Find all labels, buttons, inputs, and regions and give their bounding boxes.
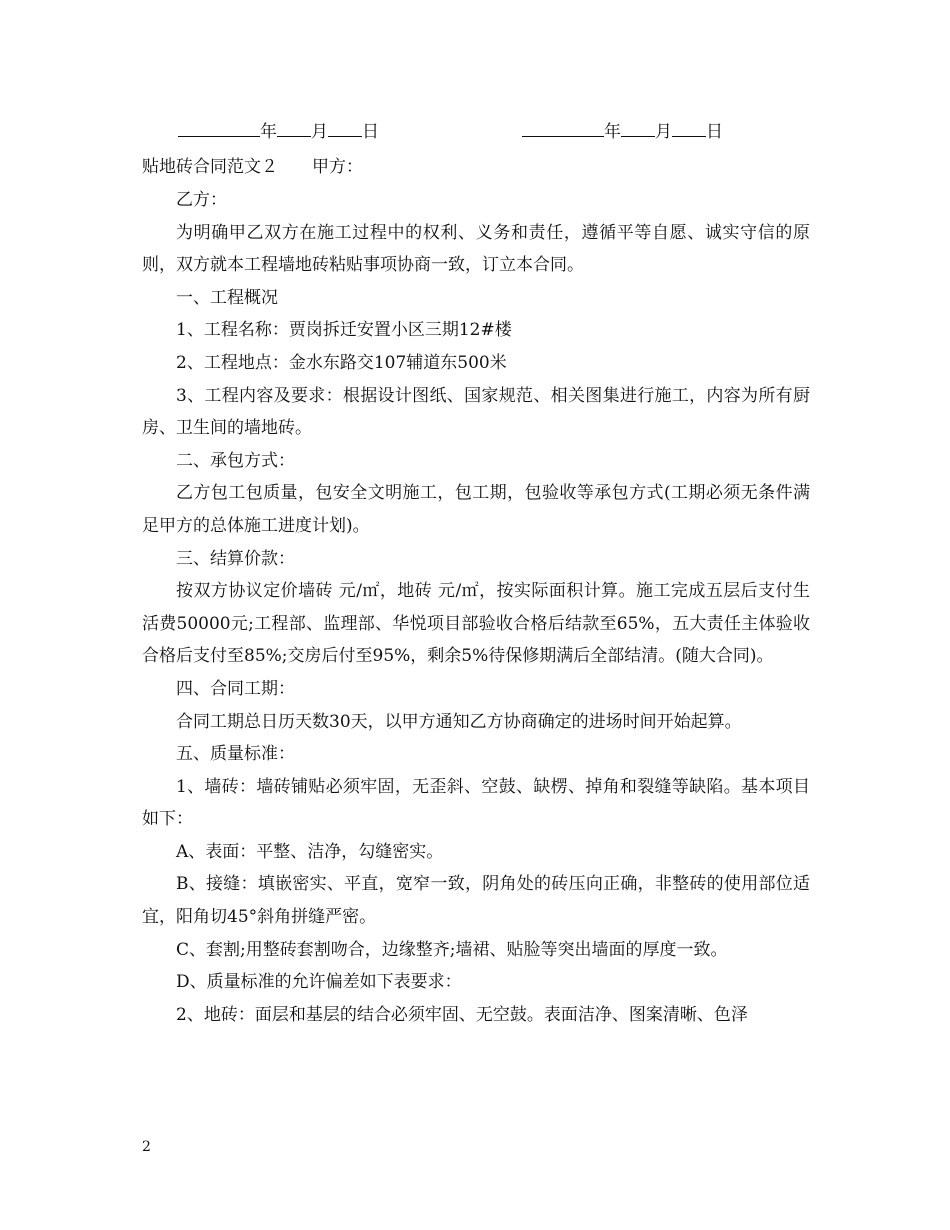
contract-body bbox=[142, 184, 810, 1031]
year-blank bbox=[522, 118, 604, 137]
section-heading-quality: 五、质量标准： bbox=[176, 744, 295, 765]
month-blank bbox=[277, 118, 311, 137]
joint-item: B、接缝：填嵌密实、平直，宽窄一致，阴角处的砖压向正确，非整砖的使用部位适宜，阳角切45°斜角拼缝严密。 bbox=[142, 874, 810, 928]
settlement-paragraph: 按双方协议定价墙砖 元/㎡，地砖 元/㎡，按实际面积计算。施工完成五层后支付生活费50000元;工程部、监理部、华悦项目部验收合格后结款至65%，五大责任主体验收合格后支付至85%;交房后付至95%，剩余5%待保修期满后全部结清。(随大合同)。 bbox=[142, 581, 810, 667]
page-number: 2 bbox=[142, 1139, 151, 1155]
month-blank bbox=[621, 118, 655, 137]
floor-tile-paragraph: 2、地砖：面层和基层的结合必须牢固、无空鼓。表面洁净、图案清晰、色泽 bbox=[176, 1004, 748, 1025]
contract-title: 贴地砖合同范文２ bbox=[142, 157, 278, 177]
signature-date-right bbox=[522, 118, 723, 144]
party-a-label: 甲方： bbox=[312, 157, 363, 177]
wall-tile-paragraph: 1、墙砖：墙砖铺贴必须牢固，无歪斜、空鼓、缺楞、掉角和裂缝等缺陷。基本项目如下： bbox=[142, 776, 810, 830]
day-blank bbox=[672, 118, 706, 137]
intro-paragraph: 为明确甲乙双方在施工过程中的权利、义务和责任，遵循平等自愿、诚实守信的原则，双方就本工程墙地砖粘贴事项协商一致，订立本合同。 bbox=[142, 222, 810, 276]
month-label: 月 bbox=[655, 122, 672, 142]
contract-heading bbox=[142, 155, 363, 179]
cutting-item: C、套割;用整砖套割吻合，边缘整齐;墙裙、贴脸等突出墙面的厚度一致。 bbox=[176, 939, 728, 960]
duration-paragraph: 合同工期总日历天数30天，以甲方通知乙方协商确定的进场时间开始起算。 bbox=[176, 711, 742, 732]
day-label: 日 bbox=[706, 122, 723, 142]
section-heading-settlement: 三、结算价款： bbox=[176, 548, 295, 569]
year-label: 年 bbox=[604, 122, 621, 142]
section-heading-contracting: 二、承包方式： bbox=[176, 450, 295, 471]
day-blank bbox=[328, 118, 362, 137]
surface-item: A、表面：平整、洁净，勾缝密实。 bbox=[176, 841, 444, 862]
contracting-paragraph: 乙方包工包质量，包安全文明施工，包工期，包验收等承包方式(工期必须无条件满足甲方的总体施工进度计划)。 bbox=[142, 483, 810, 536]
party-b-label: 乙方： bbox=[176, 190, 227, 210]
signature-date-left bbox=[178, 118, 379, 144]
project-location: 2、工程地点：金水东路交107辅道东500米 bbox=[176, 352, 507, 373]
section-heading-overview: 一、工程概况 bbox=[176, 287, 278, 308]
section-heading-duration: 四、合同工期： bbox=[176, 678, 295, 699]
project-name: 1、工程名称：贾岗拆迁安置小区三期12#楼 bbox=[176, 320, 512, 341]
project-content: 3、工程内容及要求：根据设计图纸、国家规范、相关图集进行施工，内容为所有厨房、卫生间的墙地砖。 bbox=[142, 385, 810, 439]
tolerance-item: D、质量标准的允许偏差如下表要求： bbox=[176, 972, 462, 993]
day-label: 日 bbox=[362, 122, 379, 142]
year-label: 年 bbox=[260, 122, 277, 142]
month-label: 月 bbox=[311, 122, 328, 142]
year-blank bbox=[178, 118, 260, 137]
